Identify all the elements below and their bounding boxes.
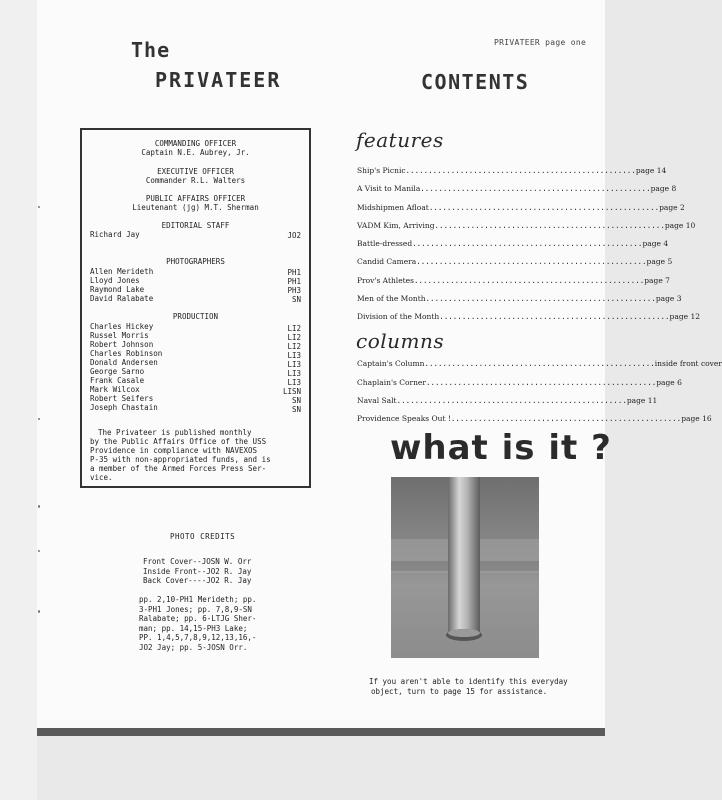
dot-leader: ................................................... [428,203,660,212]
pao-name: Lieutenant (jg) M.T. Sherman [132,203,259,212]
dot-leader: ................................................... [396,396,627,405]
toc-entry[interactable] [357,294,682,303]
binding-strip [0,0,37,800]
binding-mark [38,418,40,420]
mystery-object-photo [391,477,539,658]
toc-entry[interactable] [357,184,677,193]
statement-line: Providence in compliance with NAVEXOS [90,446,258,455]
pao-title: PUBLIC AFFAIRS OFFICER [145,194,246,203]
photographer-rank: SN [291,295,301,304]
dot-leader: ................................................... [412,239,643,248]
production-name: Donald Andersen [90,358,158,367]
toc-entry-page: page 3 [655,294,682,303]
credit-line: Ralabate; pp. 6-LTJG Sher- [139,614,257,623]
toc-entry[interactable] [357,276,670,285]
xo-name: Commander R.L. Walters [145,176,246,185]
production-name: Robert Seifers [90,394,154,403]
statement-line: by the Public Affairs Office of the USS [90,437,267,446]
production-name: Charles Hickey [90,322,154,331]
production-name: Charles Robinson [90,349,163,358]
toc-entry-title: Captain's Column [357,359,425,368]
statement-line: The Privateer is published monthly [98,428,252,437]
toc-entry[interactable] [357,359,722,368]
what-is-it-caption [369,677,589,697]
credit-line: man; pp. 14,15-PH3 Lake; [139,623,248,633]
binding-mark [38,550,40,552]
toc-entry[interactable] [357,312,700,321]
masthead-title: PRIVATEER [155,68,282,92]
toc-entry[interactable] [357,166,667,175]
production-rank: LI3 [287,369,301,378]
production-rank: LI2 [287,342,301,351]
production-name: Mark Wilcox [90,385,140,394]
photographer-rank: PH3 [287,286,301,295]
binding-mark [38,610,40,613]
co-title: COMMANDING OFFICER [154,139,237,148]
production-rank: LI3 [287,378,301,387]
toc-entry-title: Battle-dressed [357,239,413,248]
credit-line: Back Cover----JO2 R. Jay [143,576,252,585]
toc-entry-title: Prov's Athletes [357,276,414,285]
what-is-it-heading: what is it ? [390,428,612,468]
toc-entry-page: page 6 [656,378,682,387]
toc-entry-page: page 7 [644,276,670,285]
production-name: Frank Casale [90,376,145,385]
toc-entry-title: Ship's Picnic [357,166,406,175]
staff-box [80,128,311,488]
production-title: PRODUCTION [172,312,219,321]
production-rank: LI3 [287,351,301,360]
dot-leader: ................................................... [413,276,645,285]
credit-line: 3-PH1 Jones; pp. 7,8,9-SN [139,604,252,614]
toc-entry-title: Candid Camera [357,257,417,266]
dot-leader: ................................................... [450,414,682,423]
photographer-rank: PH1 [287,277,301,286]
toc-entry-page: page 10 [664,221,696,230]
photographer-name: David Ralabate [90,294,154,303]
masthead-the: The [131,38,171,62]
dot-leader: ................................................... [425,378,657,387]
cover-credits [143,557,251,586]
dot-leader: ................................................... [434,221,665,230]
production-name: Robert Johnson [90,340,154,349]
dot-leader: ................................................... [416,257,647,266]
dot-leader: ................................................... [405,166,636,175]
page-edge-shadow [37,728,605,736]
caption-line: object, turn to page 15 for assistance. [371,687,548,696]
toc-entry-page: page 12 [669,312,700,321]
dot-leader: ................................................... [420,184,651,193]
toc-entry[interactable] [357,257,673,266]
xo-title: EXECUTIVE OFFICER [157,167,234,176]
credit-line: Inside Front--JO2 R. Jay [143,566,252,576]
co-name: Captain N.E. Aubrey, Jr. [141,148,250,157]
statement-line: a member of the Armed Forces Press Ser- [90,464,267,473]
toc-entry[interactable] [357,396,658,405]
toc-entry-page: page 16 [681,414,712,423]
contents-heading: CONTENTS [421,70,530,94]
binding-mark [38,206,40,208]
features-heading: features [356,128,444,152]
statement-line: P-35 with non-appropriated funds, and is [90,455,271,464]
dot-leader: ................................................... [439,312,670,321]
toc-entry[interactable] [357,239,669,248]
photographers-title: PHOTOGRAPHERS [166,257,225,266]
toc-entry[interactable] [357,414,712,423]
credit-line: PP. 1,4,5,7,8,9,12,13,16,- [139,633,257,642]
credit-line: JO2 Jay; pp. 5-JOSN Orr. [139,642,248,652]
editorial-title: EDITORIAL STAFF [161,221,230,230]
toc-entry[interactable] [357,203,685,212]
toc-entry-title: Providence Speaks Out ! [357,414,451,423]
toc-entry-title: VADM Kim, Arriving [357,221,435,230]
toc-entry-page: page 4 [642,239,669,248]
dot-leader: ................................................... [425,294,656,303]
production-rank: SN [291,396,301,405]
toc-entry-title: A Visit to Manila [357,184,421,193]
production-name: Joseph Chastain [90,403,158,412]
production-rank: LI2 [287,333,301,342]
page-credits [139,595,256,652]
toc-entry[interactable] [357,378,682,387]
production-rank: LISN [282,387,301,396]
toc-entry-page: page 8 [650,184,677,193]
toc-entry-page: inside front cover [654,359,722,368]
production-rank: LI2 [287,324,301,333]
toc-entry-title: Midshipmen Afloat [357,203,429,212]
production-name: George Sarno [90,367,145,376]
toc-entry-page: page 11 [626,396,658,405]
toc-entry-title: Division of the Month [357,312,440,321]
running-head: PRIVATEER page one [494,38,587,47]
photographer-name: Lloyd Jones [90,276,140,285]
photographer-name: Raymond Lake [90,285,145,294]
binding-mark [38,505,40,508]
toc-entry-title: Naval Salt [357,396,397,405]
caption-line: If you aren't able to identify this everyday [369,677,568,686]
mystery-object-image [391,477,539,658]
photo-credits-heading: PHOTO CREDITS [170,532,236,541]
credit-line: pp. 2,10-PH1 Merideth; pp. [139,595,257,604]
photographer-rank: PH1 [287,268,301,277]
production-name: Russel Morris [90,331,149,340]
toc-entry-title: Chaplain's Corner [357,378,426,387]
statement-line: vice. [90,473,113,482]
columns-heading: columns [356,329,445,353]
toc-entry[interactable] [357,221,696,230]
toc-entry-page: page 14 [635,166,667,175]
toc-entry-title: Men of the Month [357,294,426,303]
toc-entry-page: page 5 [646,257,673,266]
toc-entry-page: page 2 [659,203,685,212]
editorial-name: Richard Jay [90,230,140,239]
production-rank: SN [291,405,301,414]
photographer-name: Allen Merideth [90,267,154,276]
production-rank: LI3 [287,360,301,369]
credit-line: Front Cover--JOSN W. Orr [143,557,252,566]
editorial-rank: JO2 [287,231,301,240]
dot-leader: ................................................... [424,359,655,368]
